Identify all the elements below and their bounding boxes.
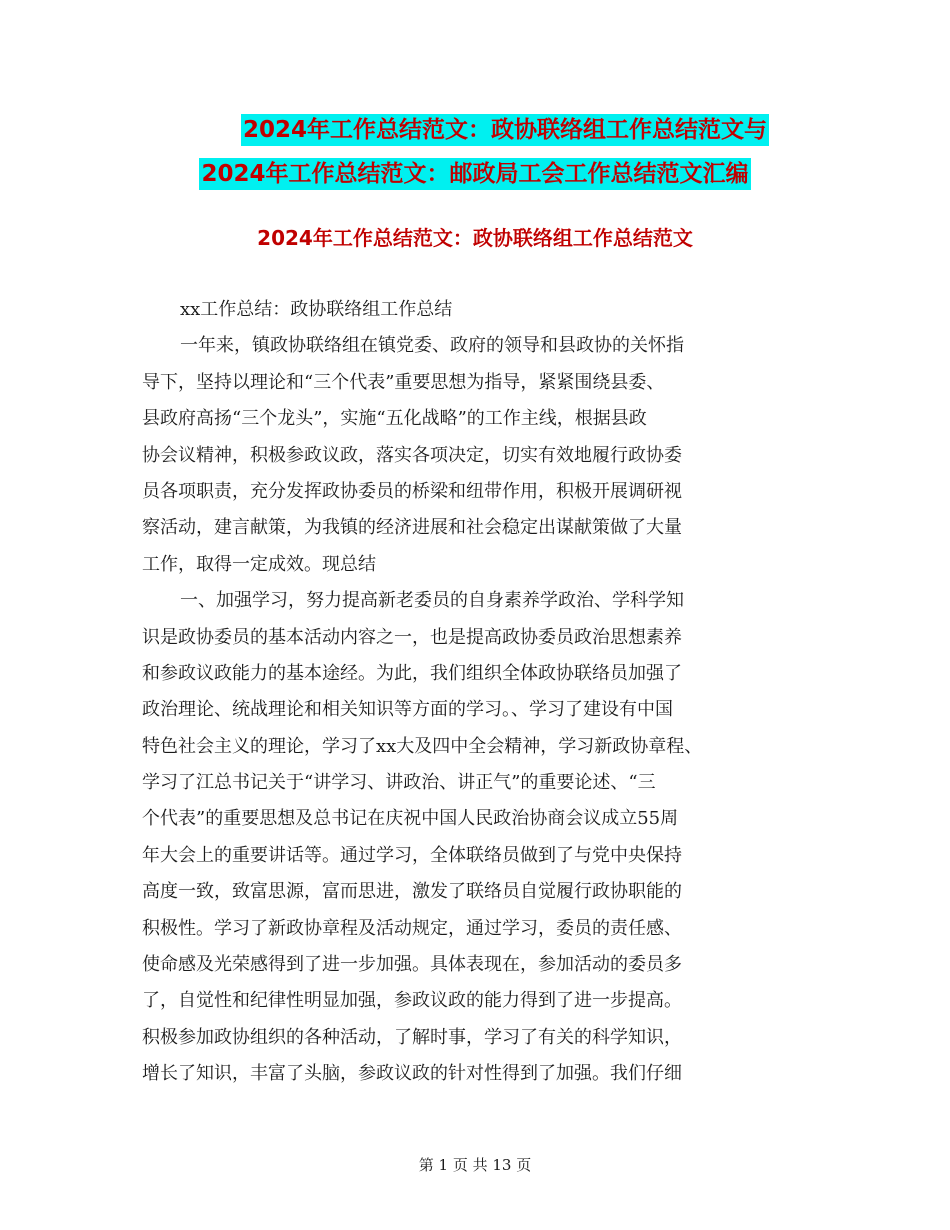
body-line: 协会议精神，积极参政议政，落实各项决定，切实有效地履行政协委 [142, 444, 682, 466]
body-line: 政治理论、统战理论和相关知识等方面的学习。、学习了建设有中国 [142, 699, 673, 721]
main-title-line-2 [0, 152, 950, 196]
body-line: xx工作总结：政协联络组工作总结 [180, 299, 453, 320]
body-line: 积极参加政协组织的各种活动，了解时事，学习了有关的科学知识， [142, 1026, 682, 1048]
body-line: 导下，坚持以理论和“三个代表”重要思想为指导，紧紧围绕县委、 [142, 371, 665, 393]
body-line: 积极性。学习了新政协章程及活动规定，通过学习，委员的责任感、 [142, 917, 682, 939]
body-line: 高度一致，致富思源，富而思进，激发了联络员自觉履行政协职能的 [142, 881, 682, 903]
body-line: 了，自觉性和纪律性明显加强，参政议政的能力得到了进一步提高。 [142, 990, 682, 1012]
body-line: 员各项职责，充分发挥政协委员的桥梁和纽带作用，积极开展调研视 [142, 480, 682, 502]
body-line: 识是政协委员的基本活动内容之一，也是提高政协委员政治思想素养 [142, 626, 682, 648]
body-line: 县政府高扬“三个龙头”，实施“五化战略”的工作主线，根据县政 [142, 408, 647, 430]
main-title-line-1-text: 2024年工作总结范文：政协联络组工作总结范文与 [241, 114, 769, 146]
main-title-line-1 [0, 108, 950, 152]
section-title: 2024年工作总结范文：政协联络组工作总结范文 [257, 226, 693, 250]
main-title [0, 108, 950, 196]
body-text [142, 292, 814, 1093]
page-footer: 第 1 页 共 13 页 [418, 1156, 532, 1174]
body-line: 特色社会主义的理论，学习了xx大及四中全会精神，学习新政协章程、 [142, 735, 703, 757]
body-line: 使命感及光荣感得到了进一步加强。具体表现在，参加活动的委员多 [142, 954, 682, 976]
body-line: 年大会上的重要讲话等。通过学习，全体联络员做到了与党中央保持 [142, 844, 682, 866]
body-line: 一、加强学习，努力提高新老委员的自身素养学政治、学科学知 [180, 590, 684, 612]
body-line: 个代表”的重要思想及总书记在庆祝中国人民政治协商会议成立55周 [142, 808, 679, 830]
body-line: 一年来，镇政协联络组在镇党委、政府的领导和县政协的关怀指 [180, 335, 684, 357]
body-line: 增长了知识，丰富了头脑，参政议政的针对性得到了加强。我们仔细 [142, 1063, 682, 1085]
body-line: 工作，取得一定成效。现总结 [142, 553, 376, 575]
body-line: 和参政议政能力的基本途经。为此，我们组织全体政协联络员加强了 [142, 662, 682, 684]
body-line: 学习了江总书记关于“讲学习、讲政治、讲正气”的重要论述、“三 [142, 772, 656, 794]
body-line: 察活动，建言献策，为我镇的经济进展和社会稳定出谋献策做了大量 [142, 517, 682, 539]
main-title-line-2-text: 2024年工作总结范文：邮政局工会工作总结范文汇编 [199, 158, 750, 190]
